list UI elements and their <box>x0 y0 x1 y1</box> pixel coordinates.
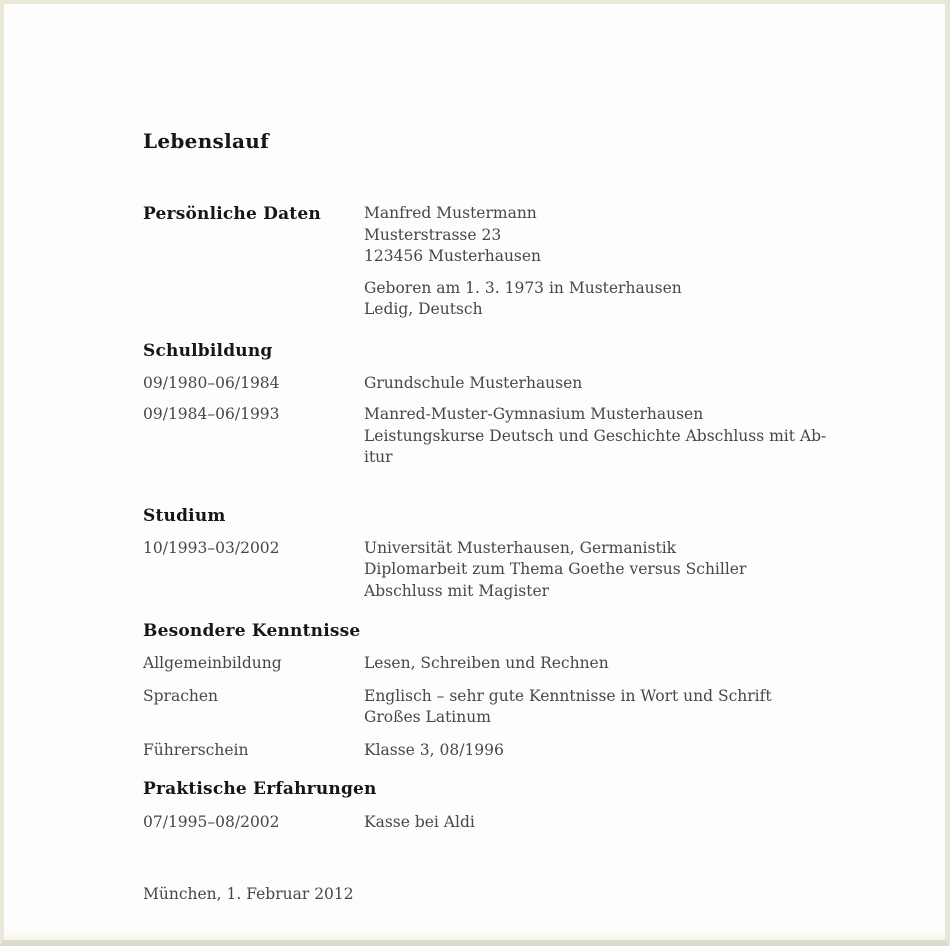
skills-entry <box>143 686 833 729</box>
entry-description <box>364 740 833 762</box>
education-entry <box>143 404 833 469</box>
section-heading-education: Schulbildung <box>143 340 273 361</box>
entry-label: Führerschein <box>143 740 249 759</box>
experience-entry <box>143 812 833 834</box>
entry-period: 09/1984–06/1993 <box>143 405 280 423</box>
entry-line: Abschluss mit Magister <box>364 581 550 600</box>
studies-entry <box>143 538 833 603</box>
entry-line: Kasse bei Aldi <box>364 813 475 831</box>
entry-period: 07/1995–08/2002 <box>143 813 280 831</box>
skills-entry <box>143 653 833 675</box>
entry-line: Diplomarbeit zum Thema Goethe versus Schiller <box>364 560 747 578</box>
section-heading-personal: Persönliche Daten <box>143 204 321 224</box>
entry-label: Sprachen <box>143 686 219 705</box>
entry-line: Manred-Muster-Gymnasium Musterhausen <box>364 405 704 423</box>
entry-line: Universität Musterhausen, Germanistik <box>364 538 677 557</box>
entry-description <box>364 686 833 729</box>
entry-line: Großes Latinum <box>364 708 491 726</box>
personal-city: 123456 Musterhausen <box>364 247 542 265</box>
entry-line: Englisch – sehr gute Kenntnisse in Wort und Schrift <box>364 686 772 705</box>
entry-line: Lesen, Schreiben und Rechnen <box>364 654 609 672</box>
cv-document <box>143 0 833 905</box>
entry-line: itur <box>364 448 393 466</box>
entry-description <box>364 653 833 675</box>
section-personal <box>143 203 833 321</box>
section-heading-skills: Besondere Kenntnisse <box>143 621 361 641</box>
skills-entry <box>143 740 833 762</box>
entry-description <box>364 812 833 834</box>
section-heading-experience: Praktische Erfahrungen <box>143 779 377 799</box>
entry-description <box>364 404 833 469</box>
entry-description <box>364 538 833 603</box>
section-heading-studies: Studium <box>143 505 226 526</box>
entry-label: Allgemeinbildung <box>143 654 282 672</box>
personal-details <box>364 203 833 321</box>
entry-line: Klasse 3, 08/1996 <box>364 740 504 759</box>
entry-line: Grundschule Musterhausen <box>364 373 583 392</box>
personal-name: Manfred Mustermann <box>364 204 537 222</box>
education-entry <box>143 373 833 395</box>
page-title: Lebenslauf <box>143 129 269 153</box>
personal-status: Ledig, Deutsch <box>364 300 483 318</box>
entry-period: 09/1980–06/1984 <box>143 373 280 392</box>
entry-line: Leistungskurse Deutsch und Geschichte Abschluss mit Ab- <box>364 426 827 445</box>
entry-description <box>364 373 833 395</box>
personal-birth: Geboren am 1. 3. 1973 in Musterhausen <box>364 278 682 297</box>
entry-period: 10/1993–03/2002 <box>143 538 280 557</box>
personal-street: Musterstrasse 23 <box>364 225 502 244</box>
signature-place-date: München, 1. Februar 2012 <box>143 884 354 903</box>
